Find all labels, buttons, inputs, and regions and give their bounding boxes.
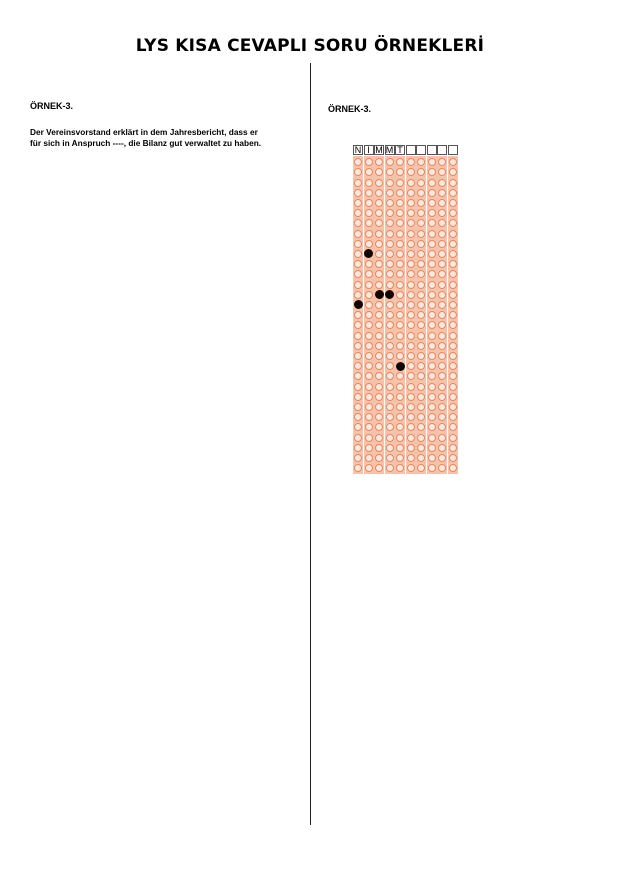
grid-bubble <box>396 281 404 289</box>
grid-bubble <box>386 219 394 227</box>
grid-bubble <box>407 199 415 207</box>
grid-bubble <box>365 301 373 309</box>
grid-bubble <box>438 291 446 299</box>
grid-bubble <box>407 209 415 217</box>
grid-bubble <box>354 393 362 401</box>
grid-bubble <box>449 230 457 238</box>
grid-bubble <box>407 179 415 187</box>
grid-bubble <box>396 230 404 238</box>
grid-bubble <box>407 464 415 472</box>
grid-bubble <box>365 219 373 227</box>
grid-bubble <box>375 189 383 197</box>
grid-bubble <box>375 179 383 187</box>
grid-bubble <box>375 250 383 258</box>
grid-bubble <box>375 342 383 350</box>
grid-bubble <box>365 270 373 278</box>
grid-bubble <box>386 362 394 370</box>
grid-bubble <box>407 158 415 166</box>
grid-bubble <box>354 179 362 187</box>
grid-bubble <box>407 301 415 309</box>
grid-bubble <box>417 301 425 309</box>
grid-bubble <box>365 403 373 411</box>
column-divider <box>310 63 311 825</box>
grid-header-cell <box>406 145 416 155</box>
grid-bubble <box>449 168 457 176</box>
grid-bubble <box>428 444 436 452</box>
grid-header-cell: M <box>385 145 394 155</box>
grid-bubble <box>365 383 373 391</box>
grid-header-cell: T <box>395 145 405 155</box>
question-line-2: für sich in Anspruch ----, die Bilanz gut verwaltet zu haben. <box>30 137 262 148</box>
grid-bubble <box>449 311 457 319</box>
grid-bubble <box>428 321 436 329</box>
grid-bubble <box>428 168 436 176</box>
grid-bubble <box>417 189 425 197</box>
grid-bubble <box>417 393 425 401</box>
grid-bubble <box>396 250 404 258</box>
grid-bubble <box>449 403 457 411</box>
grid-bubble <box>407 219 415 227</box>
grid-bubble <box>407 444 415 452</box>
grid-bubble <box>449 240 457 248</box>
grid-bubble <box>386 240 394 248</box>
grid-bubble <box>354 230 362 238</box>
grid-bubble <box>449 423 457 431</box>
grid-bubble <box>438 189 446 197</box>
grid-bubble <box>428 342 436 350</box>
grid-bubble <box>417 291 425 299</box>
grid-bubble <box>438 332 446 340</box>
grid-header-cell <box>416 145 426 155</box>
grid-bubble <box>386 311 394 319</box>
grid-bubble <box>407 332 415 340</box>
grid-bubble <box>375 403 383 411</box>
grid-bubble <box>417 250 425 258</box>
grid-bubble <box>365 372 373 380</box>
grid-bubble <box>365 311 373 319</box>
grid-bubble <box>449 189 457 197</box>
question-line-1: Der Vereinsvorstand erklärt in dem Jahresbericht, dass er <box>30 127 258 137</box>
grid-bubble <box>396 403 404 411</box>
page-title: LYS KISA CEVAPLI SORU ÖRNEKLERİ <box>135 36 485 56</box>
grid-bubble <box>375 383 383 391</box>
grid-bubble <box>428 179 436 187</box>
grid-bubble <box>386 321 394 329</box>
grid-header-cell <box>427 145 437 155</box>
left-question-label: ÖRNEK-3. <box>30 101 74 111</box>
grid-bubble <box>428 209 436 217</box>
grid-bubble <box>428 383 436 391</box>
grid-bubble <box>375 332 383 340</box>
grid-bubble <box>417 342 425 350</box>
grid-header-cell <box>448 145 458 155</box>
grid-bubble <box>449 158 457 166</box>
grid-bubble <box>386 413 394 421</box>
grid-bubble <box>449 321 457 329</box>
grid-bubble <box>428 393 436 401</box>
grid-bubble <box>354 291 362 299</box>
grid-bubble <box>407 383 415 391</box>
grid-bubble <box>428 291 436 299</box>
grid-bubble <box>375 240 383 248</box>
grid-bubble-filled <box>396 362 405 371</box>
grid-bubble <box>386 230 394 238</box>
grid-header-cell <box>437 145 447 155</box>
grid-bubble <box>375 199 383 207</box>
grid-bubble <box>354 434 362 442</box>
grid-bubble <box>449 372 457 380</box>
grid-bubble <box>386 332 394 340</box>
grid-bubble <box>417 199 425 207</box>
grid-bubble <box>407 362 415 370</box>
grid-bubble <box>428 352 436 360</box>
grid-bubble <box>438 199 446 207</box>
grid-bubble <box>386 372 394 380</box>
grid-bubble <box>365 209 373 217</box>
grid-bubble <box>438 342 446 350</box>
grid-bubble <box>407 321 415 329</box>
grid-bubble <box>386 199 394 207</box>
grid-bubble <box>449 332 457 340</box>
grid-bubble <box>438 444 446 452</box>
grid-bubble <box>396 454 404 462</box>
grid-bubble <box>386 301 394 309</box>
grid-bubble <box>375 230 383 238</box>
grid-header-cell: M <box>375 145 383 155</box>
grid-bubble <box>354 444 362 452</box>
right-question-label: ÖRNEK-3. <box>328 104 372 114</box>
grid-bubble <box>354 332 362 340</box>
grid-bubble <box>449 444 457 452</box>
grid-bubble <box>365 393 373 401</box>
grid-bubble <box>386 434 394 442</box>
question-text <box>30 127 300 148</box>
grid-bubble <box>407 352 415 360</box>
grid-bubble <box>396 434 404 442</box>
grid-bubble <box>396 301 404 309</box>
grid-bubble <box>428 423 436 431</box>
grid-header-cell: I <box>364 145 374 155</box>
grid-bubble <box>449 260 457 268</box>
grid-bubble <box>428 219 436 227</box>
grid-bubble <box>428 362 436 370</box>
grid-bubble <box>375 393 383 401</box>
grid-bubble <box>449 464 457 472</box>
grid-bubble <box>354 342 362 350</box>
grid-bubble <box>407 403 415 411</box>
grid-bubble <box>365 168 373 176</box>
grid-bubble <box>354 403 362 411</box>
grid-bubble <box>407 168 415 176</box>
grid-bubble <box>365 352 373 360</box>
grid-bubble <box>365 362 373 370</box>
grid-bubble-filled <box>375 290 384 299</box>
grid-bubble <box>375 434 383 442</box>
grid-bubble <box>365 464 373 472</box>
grid-bubble <box>386 250 394 258</box>
grid-bubble <box>417 281 425 289</box>
grid-bubble <box>407 240 415 248</box>
grid-bubble <box>396 444 404 452</box>
grid-bubble <box>354 352 362 360</box>
grid-bubble <box>386 393 394 401</box>
grid-bubble <box>386 444 394 452</box>
grid-bubble <box>396 199 404 207</box>
grid-bubble <box>417 332 425 340</box>
grid-bubble <box>386 383 394 391</box>
grid-bubble-filled <box>354 300 363 309</box>
grid-bubble <box>407 454 415 462</box>
grid-bubble <box>365 434 373 442</box>
grid-bubble <box>417 383 425 391</box>
grid-bubble <box>354 383 362 391</box>
grid-bubble <box>417 179 425 187</box>
grid-bubble <box>386 281 394 289</box>
grid-bubble <box>449 362 457 370</box>
grid-bubble <box>386 260 394 268</box>
grid-bubble <box>386 168 394 176</box>
grid-bubble <box>428 260 436 268</box>
grid-bubble <box>396 352 404 360</box>
grid-bubble <box>438 434 446 442</box>
grid-bubble <box>417 444 425 452</box>
grid-bubble <box>365 413 373 421</box>
grid-bubble <box>407 342 415 350</box>
grid-bubble <box>365 444 373 452</box>
grid-header-cell: N <box>354 145 362 155</box>
grid-bubble <box>365 342 373 350</box>
grid-bubble <box>428 372 436 380</box>
grid-bubble <box>449 250 457 258</box>
grid-bubble <box>428 158 436 166</box>
grid-bubble <box>365 454 373 462</box>
grid-bubble <box>375 444 383 452</box>
grid-bubble <box>365 189 373 197</box>
grid-bubble <box>396 291 404 299</box>
grid-bubble <box>396 179 404 187</box>
grid-bubble <box>438 403 446 411</box>
grid-bubble <box>428 311 436 319</box>
grid-bubble <box>365 281 373 289</box>
grid-bubble <box>354 454 362 462</box>
grid-bubble <box>438 240 446 248</box>
grid-bubble <box>354 250 362 258</box>
grid-bubble <box>375 281 383 289</box>
grid-bubble <box>449 413 457 421</box>
grid-bubble <box>396 393 404 401</box>
grid-bubble <box>386 158 394 166</box>
grid-bubble <box>354 281 362 289</box>
grid-bubble <box>407 311 415 319</box>
grid-bubble <box>449 434 457 442</box>
grid-bubble <box>407 189 415 197</box>
grid-bubble <box>449 270 457 278</box>
grid-bubble <box>438 352 446 360</box>
grid-bubble <box>354 199 362 207</box>
grid-bubble <box>449 454 457 462</box>
grid-bubble <box>386 209 394 217</box>
grid-bubble <box>386 270 394 278</box>
grid-bubble <box>354 240 362 248</box>
grid-bubble <box>386 454 394 462</box>
grid-bubble <box>365 158 373 166</box>
grid-bubble <box>396 189 404 197</box>
grid-bubble <box>407 281 415 289</box>
grid-bubble <box>354 189 362 197</box>
grid-bubble <box>438 250 446 258</box>
grid-bubble <box>407 413 415 421</box>
grid-bubble <box>386 352 394 360</box>
grid-bubble <box>365 240 373 248</box>
grid-bubble <box>375 454 383 462</box>
grid-bubble <box>375 352 383 360</box>
grid-bubble <box>365 179 373 187</box>
grid-bubble <box>417 454 425 462</box>
grid-bubble <box>396 240 404 248</box>
grid-bubble <box>438 301 446 309</box>
grid-bubble <box>365 260 373 268</box>
grid-bubble <box>417 230 425 238</box>
grid-bubble <box>428 250 436 258</box>
grid-bubble <box>396 342 404 350</box>
grid-bubble <box>449 291 457 299</box>
grid-bubble <box>417 403 425 411</box>
grid-bubble <box>428 403 436 411</box>
grid-bubble <box>428 464 436 472</box>
grid-bubble <box>407 393 415 401</box>
grid-bubble <box>386 179 394 187</box>
grid-bubble <box>428 199 436 207</box>
grid-bubble <box>449 209 457 217</box>
grid-bubble <box>449 219 457 227</box>
grid-bubble <box>428 332 436 340</box>
grid-bubble <box>386 342 394 350</box>
grid-bubble <box>438 454 446 462</box>
grid-bubble <box>438 230 446 238</box>
grid-bubble <box>365 423 373 431</box>
grid-bubble <box>365 321 373 329</box>
grid-bubble <box>386 423 394 431</box>
grid-bubble <box>407 423 415 431</box>
grid-bubble <box>375 301 383 309</box>
grid-bubble <box>428 270 436 278</box>
grid-bubble <box>417 434 425 442</box>
grid-bubble <box>428 434 436 442</box>
grid-bubble <box>449 383 457 391</box>
grid-bubble <box>428 301 436 309</box>
grid-bubble <box>365 291 373 299</box>
grid-bubble <box>438 393 446 401</box>
grid-bubble <box>417 352 425 360</box>
grid-bubble <box>438 281 446 289</box>
grid-bubble <box>428 281 436 289</box>
grid-bubble <box>438 179 446 187</box>
grid-bubble <box>417 240 425 248</box>
grid-bubble <box>449 199 457 207</box>
grid-bubble <box>365 332 373 340</box>
grid-bubble <box>407 250 415 258</box>
grid-bubble <box>407 291 415 299</box>
grid-bubble <box>396 332 404 340</box>
grid-bubble <box>428 413 436 421</box>
grid-bubble <box>428 240 436 248</box>
grid-bubble <box>407 434 415 442</box>
grid-bubble <box>386 464 394 472</box>
grid-bubble <box>449 281 457 289</box>
grid-bubble <box>386 403 394 411</box>
grid-bubble <box>428 230 436 238</box>
grid-bubble <box>407 372 415 380</box>
grid-bubble <box>407 270 415 278</box>
grid-bubble <box>438 383 446 391</box>
grid-bubble <box>449 393 457 401</box>
grid-bubble <box>449 342 457 350</box>
optical-answer-grid <box>353 145 458 470</box>
grid-bubble <box>386 189 394 197</box>
grid-bubble <box>428 454 436 462</box>
grid-bubble <box>449 352 457 360</box>
grid-bubble <box>365 199 373 207</box>
grid-bubble <box>449 301 457 309</box>
grid-bubble <box>449 179 457 187</box>
grid-bubble <box>407 260 415 268</box>
grid-bubble <box>365 230 373 238</box>
grid-bubble <box>407 230 415 238</box>
grid-bubble <box>428 189 436 197</box>
grid-bubble <box>396 383 404 391</box>
